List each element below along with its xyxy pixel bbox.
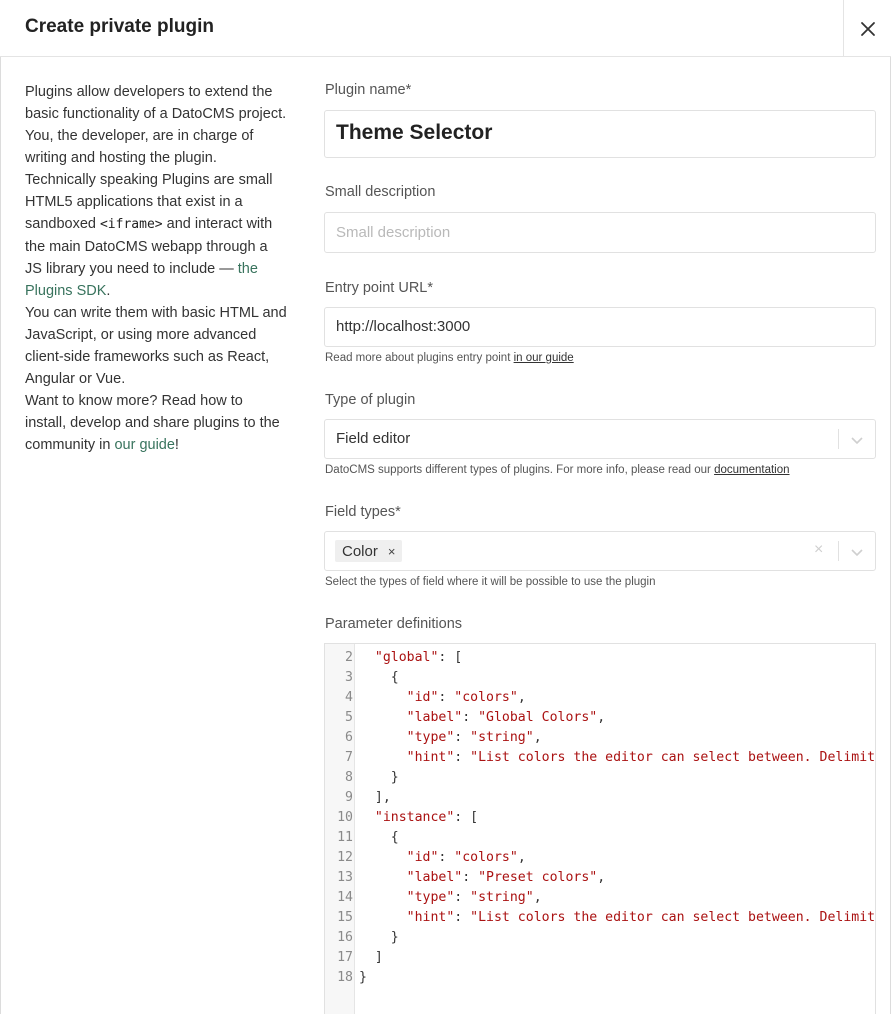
entry-point-hint: Read more about plugins entry point in our guide	[325, 352, 574, 364]
code-line	[325, 788, 876, 808]
close-button[interactable]	[843, 0, 891, 57]
line-number: 9	[345, 790, 353, 805]
code-text: "instance": [	[374, 810, 479, 825]
code-line	[325, 888, 876, 908]
plugin-name-value: Theme Selector	[336, 121, 493, 144]
code-text: "hint": "List colors the editor can select between. Delimit	[406, 910, 876, 925]
line-number: 6	[345, 730, 353, 745]
json-key: "id"	[406, 690, 439, 705]
code-text: "label": "Preset colors",	[406, 870, 606, 885]
field-types-multiselect[interactable]	[324, 531, 876, 571]
code-text: }	[359, 970, 367, 985]
line-number: 18	[337, 970, 353, 985]
json-key: "instance"	[374, 810, 455, 825]
line-number: 17	[337, 950, 353, 965]
field-type-tag-label: Color	[342, 542, 378, 560]
close-icon	[860, 21, 876, 37]
line-number: 12	[337, 850, 353, 865]
intro-paragraph: Want to know more? Read how to install, develop and share plugins to the community in our guide!	[25, 393, 280, 453]
json-key: "hint"	[406, 750, 455, 765]
code-line	[325, 908, 876, 928]
code-line	[325, 768, 876, 788]
code-line	[325, 668, 876, 688]
code-line	[325, 648, 876, 668]
code-line	[325, 708, 876, 728]
intro-paragraph: Technically speaking Plugins are small HTML5 applications that exist in a sandboxed <iframe> and interact with the main DatoCMS webapp through a JS library you need to include — the Plugins SDK.	[25, 172, 273, 299]
code-text: ],	[374, 790, 391, 805]
field-types-hint: Select the types of field where it will be possible to use the plugin	[325, 576, 656, 588]
json-string: "Global Colors"	[478, 710, 598, 725]
code-text: "type": "string",	[406, 890, 542, 905]
chevron-down-icon[interactable]	[850, 433, 864, 447]
json-key: "type"	[406, 890, 455, 905]
code-line	[325, 948, 876, 968]
plugin-type-hint: DatoCMS supports different types of plugins. For more info, please read our documentation	[325, 464, 790, 476]
field-types-label: Field types*	[325, 504, 401, 520]
json-key: "hint"	[406, 910, 455, 925]
line-number: 10	[337, 810, 353, 825]
code-line	[325, 848, 876, 868]
select-separator	[838, 429, 839, 449]
json-string: "Preset colors"	[478, 870, 598, 885]
code-text: "hint": "List colors the editor can select between. Delimit	[406, 750, 876, 765]
line-number: 15	[337, 910, 353, 925]
plugins-sdk-link[interactable]: the Plugins SDK	[25, 261, 258, 299]
scrolled-line-fragment	[362, 643, 365, 644]
code-line	[325, 828, 876, 848]
code-text: "label": "Global Colors",	[406, 710, 606, 725]
plugin-type-select[interactable]	[324, 419, 876, 459]
code-text: ]	[374, 950, 383, 965]
json-string: "colors"	[454, 850, 518, 865]
line-number: 16	[337, 930, 353, 945]
json-string: "string"	[470, 890, 534, 905]
documentation-link[interactable]: documentation	[714, 464, 790, 476]
entry-point-label: Entry point URL*	[325, 280, 433, 296]
code-text: "type": "string",	[406, 730, 542, 745]
clear-selection-icon[interactable]: ×	[814, 541, 824, 558]
intro-paragraph: Plugins allow developers to extend the basic functionality of a DatoCMS project. You, the developer, are in charge of writing and hosting the plugin.	[25, 84, 287, 166]
code-text: {	[390, 670, 399, 685]
code-text: "id": "colors",	[406, 690, 526, 705]
code-line	[325, 868, 876, 888]
modal-title: Create private plugin	[25, 16, 214, 37]
code-line	[325, 748, 876, 768]
plugin-name-label: Plugin name*	[325, 82, 412, 98]
field-type-tag	[335, 540, 402, 562]
json-key: "label"	[406, 710, 463, 725]
our-guide-link[interactable]: our guide	[114, 437, 175, 453]
line-number: 2	[345, 650, 353, 665]
plugin-intro-text	[25, 81, 287, 456]
small-description-label: Small description	[325, 184, 436, 200]
json-key: "id"	[406, 850, 439, 865]
code-text: "id": "colors",	[406, 850, 526, 865]
code-text: }	[390, 770, 399, 785]
json-key: "label"	[406, 870, 463, 885]
modal-header	[0, 0, 891, 57]
entry-point-value: http://localhost:3000	[336, 318, 471, 335]
parameters-label: Parameter definitions	[325, 616, 463, 632]
line-number: 4	[345, 690, 353, 705]
line-number: 8	[345, 770, 353, 785]
entry-point-guide-link[interactable]: in our guide	[513, 352, 574, 364]
plugin-type-label: Type of plugin	[325, 392, 416, 408]
chevron-down-icon[interactable]	[850, 545, 864, 559]
plugin-type-value: Field editor	[336, 430, 411, 447]
json-string: "colors"	[454, 690, 518, 705]
json-key: "type"	[406, 730, 455, 745]
json-key: "global"	[374, 650, 439, 665]
modal-left-border	[0, 57, 1, 1014]
select-separator	[838, 541, 839, 561]
small-description-placeholder: Small description	[336, 224, 451, 241]
code-line	[325, 728, 876, 748]
code-line	[325, 808, 876, 828]
line-number: 5	[345, 710, 353, 725]
line-number: 11	[337, 830, 353, 845]
parameters-code-editor[interactable]	[324, 643, 876, 1014]
json-string: "List colors the editor can select between. Delimit	[470, 750, 876, 765]
line-number: 14	[337, 890, 353, 905]
line-number: 3	[345, 670, 353, 685]
plugin-name-input[interactable]	[324, 110, 876, 158]
code-line	[325, 968, 876, 988]
code-text: }	[390, 930, 399, 945]
code-line	[325, 928, 876, 948]
small-description-input[interactable]	[324, 212, 876, 253]
remove-tag-icon[interactable]: ×	[387, 543, 396, 559]
line-number: 13	[337, 870, 353, 885]
json-string: "string"	[470, 730, 534, 745]
intro-paragraph: You can write them with basic HTML and JavaScript, or using more advanced client-side frameworks such as React, Angular or Vue.	[25, 305, 287, 387]
json-string: "List colors the editor can select between. Delimit	[470, 910, 876, 925]
line-number: 7	[345, 750, 353, 765]
code-line	[325, 688, 876, 708]
entry-point-input[interactable]	[324, 307, 876, 347]
code-text: "global": [	[374, 650, 463, 665]
code-text: {	[390, 830, 399, 845]
